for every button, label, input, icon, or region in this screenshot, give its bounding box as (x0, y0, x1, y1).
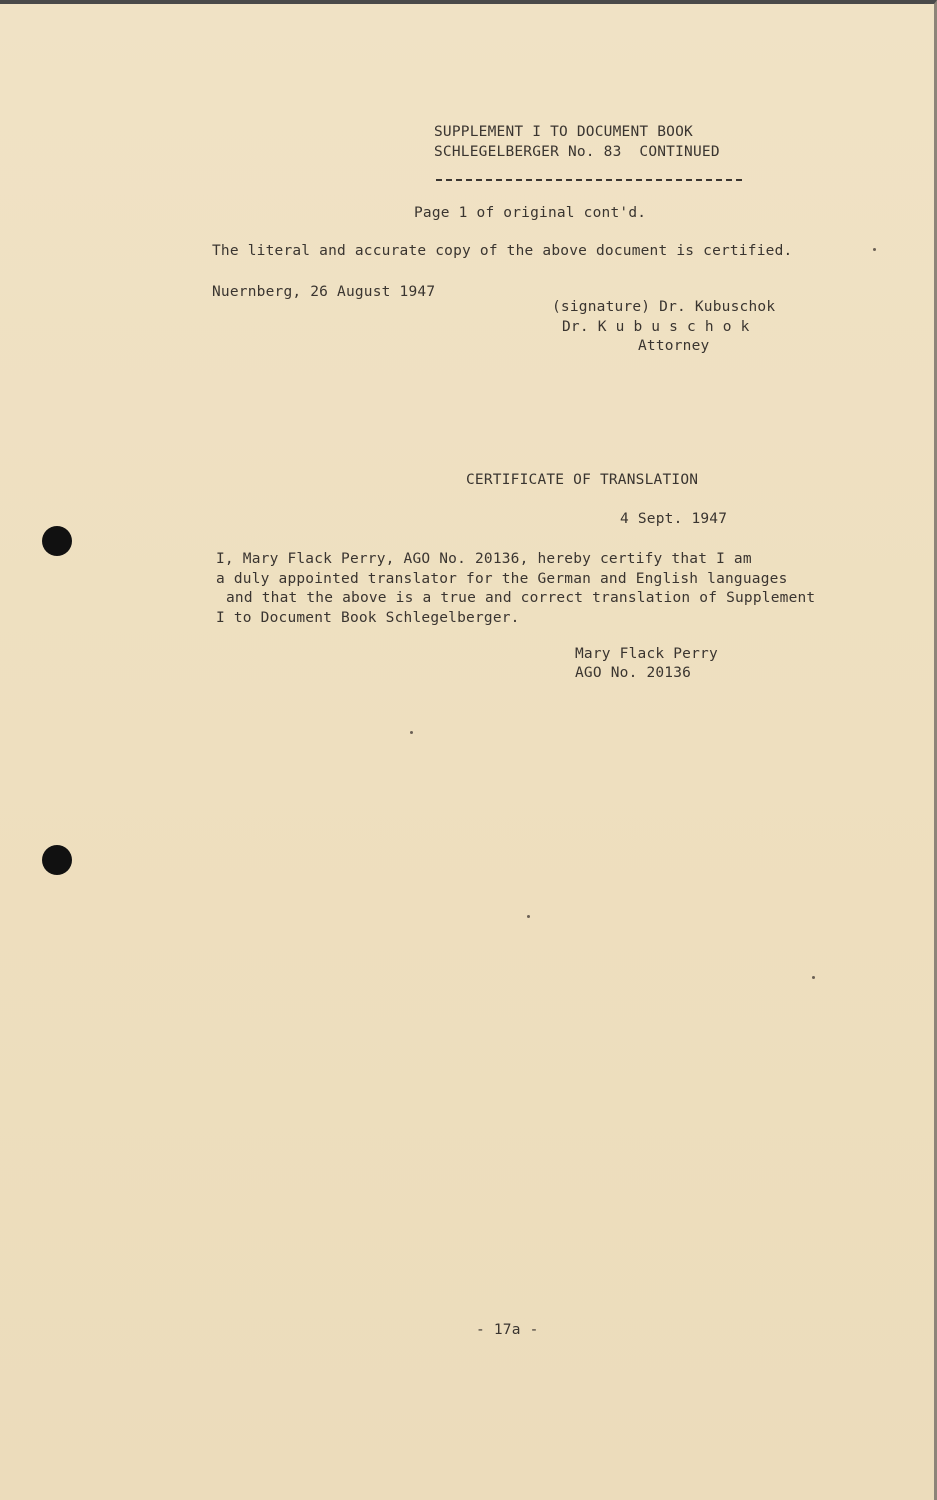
certificate-text-line-3: and that the above is a true and correct translation of Supplement (226, 590, 816, 606)
punch-hole-upper (42, 526, 72, 556)
signature-title: Attorney (638, 338, 710, 354)
page-number: - 17a - (476, 1322, 539, 1338)
certificate-text-line-2: a duly appointed translator for the German and English languages (216, 571, 788, 587)
speck (527, 915, 530, 918)
certificate-text-line-1: I, Mary Flack Perry, AGO No. 20136, hereby certify that I am (216, 551, 752, 567)
certificate-date: 4 Sept. 1947 (620, 511, 728, 527)
header-divider (436, 179, 742, 181)
punch-hole-lower (42, 845, 72, 875)
signature-line-2: Dr. K u b u s c h o k (562, 319, 750, 335)
certificate-text-line-4: I to Document Book Schlegelberger. (216, 610, 520, 626)
speck (410, 731, 413, 734)
speck (873, 248, 876, 251)
speck (812, 976, 815, 979)
header-line-2: SCHLEGELBERGER No. 83 CONTINUED (434, 144, 720, 160)
signature-line-1: (signature) Dr. Kubuschok (552, 299, 776, 315)
header-line-1: SUPPLEMENT I TO DOCUMENT BOOK (434, 124, 693, 140)
certification-statement: The literal and accurate copy of the above document is certified. (212, 243, 793, 259)
translator-name: Mary Flack Perry (575, 646, 718, 662)
place-and-date: Nuernberg, 26 August 1947 (212, 284, 436, 300)
certificate-title: CERTIFICATE OF TRANSLATION (466, 472, 699, 488)
page-reference: Page 1 of original cont'd. (414, 205, 647, 221)
translator-ago-number: AGO No. 20136 (575, 665, 692, 681)
